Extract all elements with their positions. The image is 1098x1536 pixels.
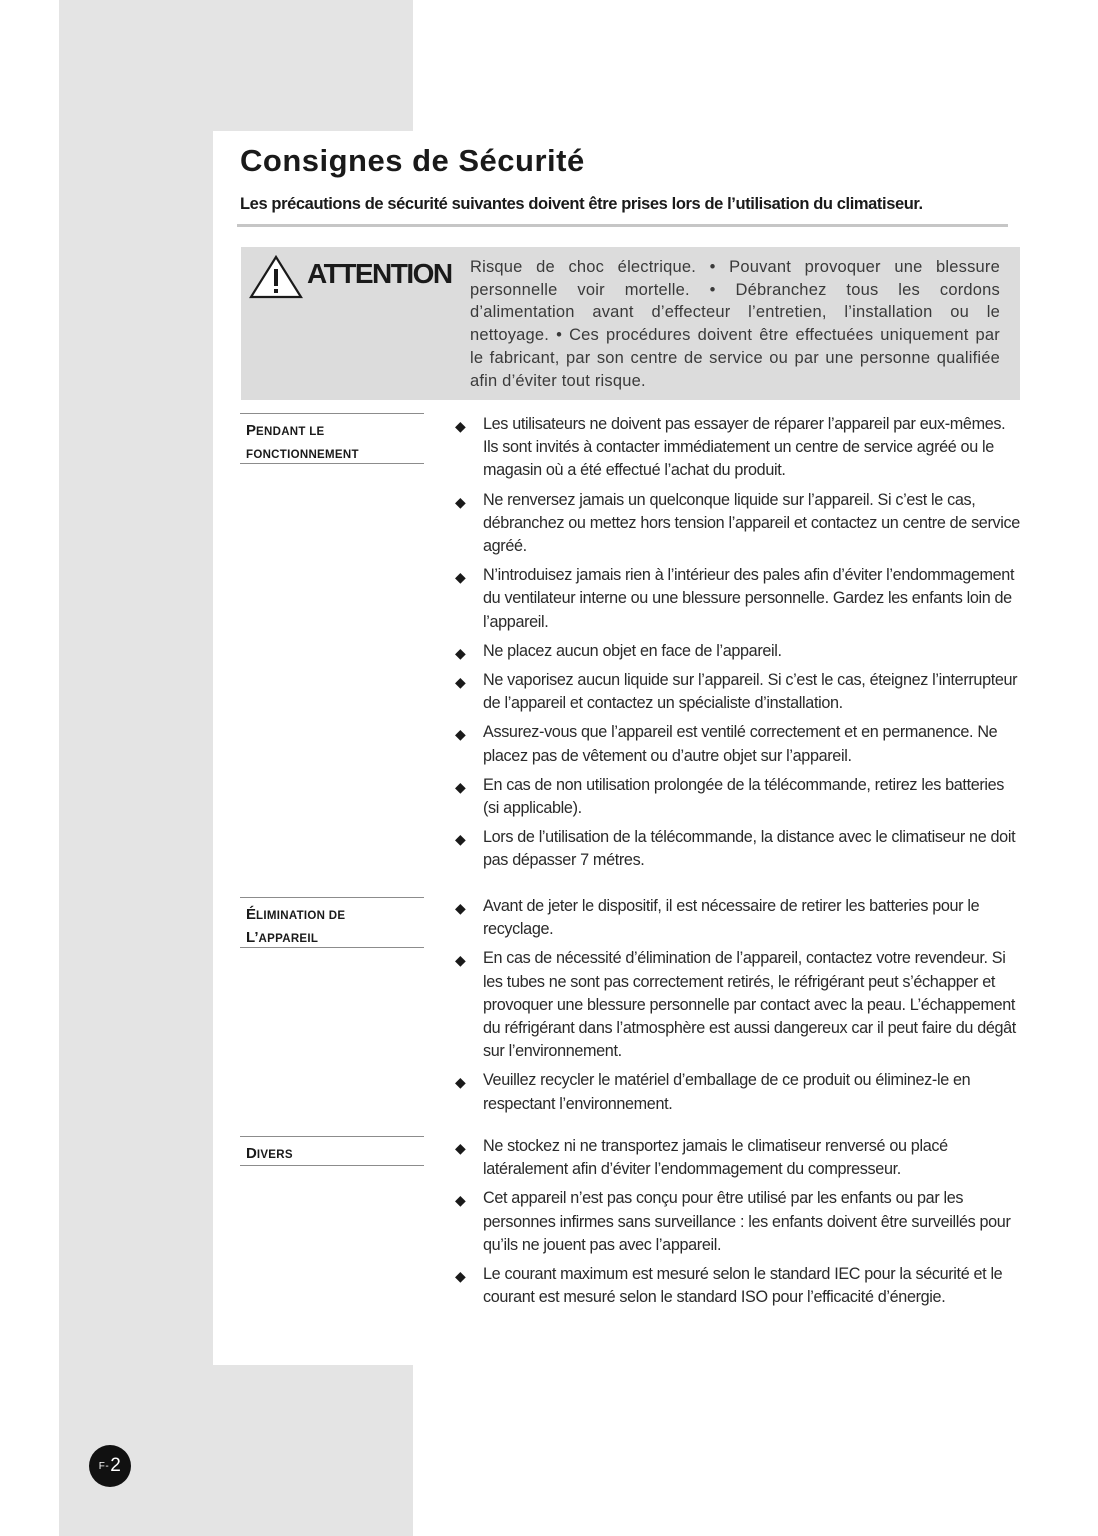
list-item — [455, 413, 1020, 483]
section-label-initial: D — [246, 1145, 257, 1162]
list-item — [455, 564, 1020, 634]
list-item — [455, 826, 1020, 872]
section-label-initial: É — [246, 906, 257, 923]
diamond-bullet-icon: ◆ — [455, 418, 466, 434]
list-item-text: Ne placez aucun objet en face de l’appareil. — [483, 641, 782, 660]
list-item — [455, 640, 1020, 663]
section-label-fonctionnement — [240, 413, 424, 464]
section-label-rest: IVERS — [256, 1149, 293, 1161]
section-label-divers — [240, 1136, 424, 1166]
list-item — [455, 669, 1020, 715]
bullet-list-fonctionnement — [455, 413, 1020, 879]
diamond-bullet-icon: ◆ — [455, 1074, 466, 1091]
list-item-text: En cas de nécessité d’élimination de l’appareil, contactez votre revendeur. Si les tubes ne sont pas correctement retirés, le réfrigérant peut s’échapper et provoquer une blessure personnelle par contact avec la peau. L’échappement du réfrigérant dans l’atmosphère est aussi dangereux car il peut faire du dégât sur l’environnement. — [483, 949, 1016, 1061]
diamond-bullet-icon: ◆ — [455, 952, 466, 969]
page-subtitle: Les précautions de sécurité suivantes doivent être prises lors de l’utilisation du climatiseur. — [240, 195, 923, 213]
diamond-bullet-icon: ◆ — [455, 1268, 466, 1285]
list-item-text: Cet appareil n’est pas conçu pour être utilisé par les enfants ou par les personnes infirmes sans surveillance : les enfants doivent être surveillés pour qu’ils ne jouent pas avec l’appareil. — [483, 1189, 1011, 1254]
list-item — [455, 947, 1020, 1063]
section-label-initial-2: L’ — [246, 929, 259, 946]
list-item-text: En cas de non utilisation prolongée de la télécommande, retirez les batteries (si applicable). — [483, 775, 1005, 818]
section-label-initial: P — [246, 422, 257, 439]
list-item — [455, 1187, 1020, 1257]
list-item — [455, 774, 1020, 820]
diamond-bullet-icon: ◆ — [455, 900, 466, 916]
attention-text: Risque de choc électrique. • Pouvant provoquer une blessure personnelle voir mortelle. • Débranchez tous les cordons d’alimentation avant d’effecteur l’entretien, l’installation ou le nettoyage. • Ces procédures doivent être effectuées uniquement par le fabricant, par son centre de service ou par une personne qualifiée afin d’éviter tout risque. — [470, 258, 1000, 390]
list-item-text: Le courant maximum est mesuré selon le standard IEC pour la sécurité et le courant est mesuré selon le standard ISO pour l’efficacité d’énergie. — [483, 1265, 1003, 1307]
section-label-rest: ENDANT LE — [256, 426, 325, 438]
list-item-text: N’introduisez jamais rien à l’intérieur des pales afin d’éviter l’endommagement du ventilateur interne ou une blessure personnelle. Gardez les enfants loin de l’appareil. — [483, 566, 1015, 631]
page-number-value: 2 — [110, 1455, 122, 1476]
diamond-bullet-icon: ◆ — [455, 493, 466, 510]
diamond-bullet-icon: ◆ — [455, 1140, 466, 1156]
list-item-text: Ne vaporisez aucun liquide sur l’appareil. Si c’est le cas, éteignez l’interrupteur de l’appareil et contactez un spécialiste d’installation. — [483, 671, 1018, 713]
list-item — [455, 1135, 1020, 1181]
list-item — [455, 895, 1020, 941]
list-item-text: Lors de l’utilisation de la télécommande, la distance avec le climatiseur ne doit pas dépasser 7 métres. — [483, 828, 1016, 870]
list-item-text: Assurez-vous que l’appareil est ventilé correctement et en permanence. Ne placez pas de vêtement ou d’autre objet sur l’appareil. — [483, 723, 998, 765]
section-label-elimination — [240, 897, 424, 948]
page-title: Consignes de Sécurité — [240, 143, 585, 178]
diamond-bullet-icon: ◆ — [455, 644, 466, 661]
section-label-rest: LIMINATION DE — [256, 910, 346, 922]
section-label-line2: FONCTIONNEMENT — [246, 449, 359, 461]
diamond-bullet-icon: ◆ — [455, 831, 466, 848]
list-item — [455, 721, 1020, 767]
section-label-rest-2: APPAREIL — [258, 933, 319, 945]
diamond-bullet-icon: ◆ — [455, 778, 466, 795]
list-item-text: Ne renversez jamais un quelconque liquide sur l’appareil. Si c’est le cas, débranchez ou mettez hors tension l’appareil et contactez un centre de service agréé. — [483, 490, 1020, 556]
page-number-prefix: F- — [98, 1460, 110, 1472]
list-item — [455, 1263, 1020, 1309]
list-item-text: Avant de jeter le dispositif, il est nécessaire de retirer les batteries pour le recyclage. — [483, 897, 980, 939]
diamond-bullet-icon: ◆ — [455, 1192, 466, 1209]
list-item — [455, 489, 1020, 559]
diamond-bullet-icon: ◆ — [455, 674, 466, 691]
diamond-bullet-icon: ◆ — [455, 569, 466, 586]
list-item — [455, 1069, 1020, 1115]
list-item-text: Les utilisateurs ne doivent pas essayer de réparer l’appareil par eux-mêmes. Ils sont invités à contacter immédiatement un centre de service agréé ou le magasin où a été effectué l’achat du produit. — [483, 415, 1006, 480]
bullet-list-elimination — [455, 895, 1020, 1122]
list-item-text: Veuillez recycler le matériel d’emballage de ce produit ou éliminez-le en respectant l’environnement. — [483, 1071, 971, 1113]
diamond-bullet-icon: ◆ — [455, 726, 466, 743]
title-divider — [237, 224, 1008, 227]
list-item-text: Ne stockez ni ne transportez jamais le climatiseur renversé ou placé latéralement afin d’éviter l’endommagement du compresseur. — [483, 1137, 948, 1179]
page-number-badge — [89, 1445, 131, 1487]
warning-triangle-icon — [249, 254, 303, 300]
attention-label: ATTENTION — [307, 258, 452, 289]
bullet-list-divers — [455, 1135, 1020, 1315]
